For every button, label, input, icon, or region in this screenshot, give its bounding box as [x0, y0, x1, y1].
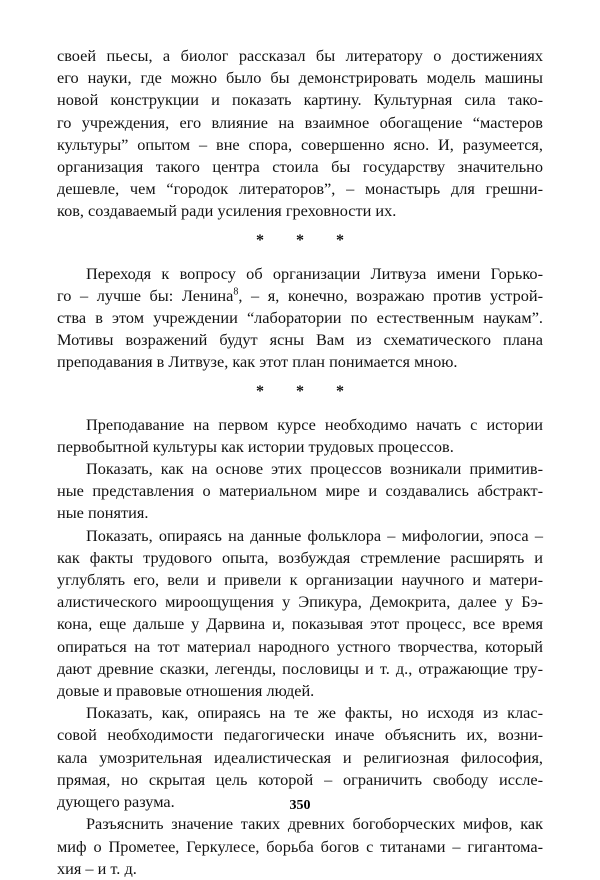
paragraph-7	[57, 813, 543, 880]
text-line: Показать, опираясь на данные фольклора – мифологии, эпоса –	[86, 525, 543, 545]
paragraph-3	[57, 414, 543, 458]
text-fragment: го – лучше бы: Ленина	[57, 285, 234, 305]
text-line: культуры” опытом – вне спора, совершенно ясно. И, разумеется,	[57, 134, 543, 154]
text-line: своей пьесы, а биолог рассказал бы литератору о достижениях	[57, 46, 543, 65]
text-line: дующего разума.	[57, 792, 175, 812]
text-line: ков, создаваемый ради усиления греховности их.	[57, 201, 397, 221]
text-line: дешевле, чем “городок литераторов”, – монастырь для грешни-	[57, 179, 543, 199]
footnote-marker[interactable]: 8	[233, 286, 239, 298]
paragraph-6	[57, 702, 543, 813]
text-line: кона, еще дальше у Дарвина и, показывая этот процесс, все время	[57, 614, 543, 634]
text-line: как факты трудового опыта, возбуждая стремление расширять и	[57, 547, 543, 567]
paragraph-2	[57, 263, 543, 374]
text-line: довые и правовые отношения людей.	[57, 681, 315, 701]
paragraph-4	[57, 458, 543, 525]
text-line: опираться на тот материал народного устного творчества, который	[57, 636, 543, 656]
text-line: углублять его, вели и привели к организации научного и матери-	[57, 570, 543, 590]
text-line: прямая, но скрытая цель которой – ограничить свободу иссле-	[57, 769, 543, 789]
text-line: Переходя к вопросу об организации Литвуза имени Горько-	[86, 263, 543, 283]
text-line: кала умозрительная идеалистическая и религиозная философия,	[57, 747, 543, 767]
text-line: алистического мироощущения у Эпикура, Демокрита, далее у Бэ-	[57, 592, 543, 612]
text-line: новой конструкции и показать картину. Культурная сила тако-	[57, 90, 543, 110]
text-line: ства в этом учреждении “лаборатории по естественным наукам”.	[57, 308, 543, 328]
text-line: совой необходимости педагогически иначе объяснить их, возни-	[57, 725, 543, 745]
paragraph-1	[57, 45, 543, 223]
section-separator: * * *	[256, 382, 344, 400]
text-line: миф о Прометее, Геркулесе, борьба богов с титанами – гигантома-	[57, 836, 543, 856]
text-line: ные представления о материальном мире и создавались абстракт-	[57, 481, 543, 501]
text-line: дают древние сказки, легенды, пословицы и т. д., отражающие тру-	[57, 658, 543, 678]
text-line: го учреждения, его влияние на взаимное обогащение “мастеров	[57, 112, 543, 132]
text-fragment: , – я, конечно, возражаю против устрой-	[238, 285, 544, 305]
text-line: хия – и т. д.	[57, 858, 137, 878]
page-number: 350	[289, 798, 311, 813]
text-line: Мотивы возражений будут ясны Вам из схематического плана	[57, 330, 543, 350]
text-line: Показать, как на основе этих процессов возникали примитив-	[86, 459, 543, 479]
text-line: Преподавание на первом курсе необходимо начать с истории	[86, 414, 543, 434]
text-line: Разъяснить значение таких древних богоборческих мифов, как	[86, 814, 543, 834]
paragraph-5	[57, 525, 543, 703]
section-separator: * * *	[256, 231, 344, 249]
text-line-with-footnote	[57, 285, 543, 307]
text-line: Показать, как, опираясь на те же факты, но исходя из клас-	[86, 703, 543, 723]
text-line: организация такого центра стоила бы государству значительно	[57, 157, 543, 177]
text-line: первобытной культуры как истории трудовых процессов.	[57, 436, 454, 456]
text-line: ные понятия.	[57, 503, 149, 523]
text-line: преподавания в Литвузе, как этот план понимается мною.	[57, 352, 458, 372]
text-line: его науки, где можно было бы демонстрировать модель машины	[57, 68, 543, 88]
